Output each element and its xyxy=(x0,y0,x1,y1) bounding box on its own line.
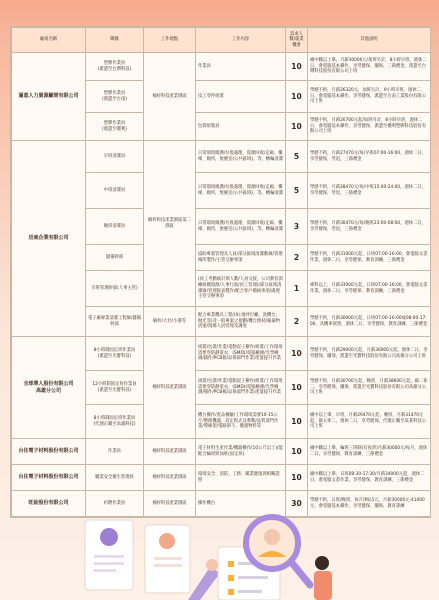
job-title: 中班清潔員 xyxy=(86,173,144,209)
company-name: 迅東企業有限公司 xyxy=(12,141,86,337)
job-content: (員工考勤統計與人數/人員交接，公司教育訓練組織資源/人事行政/員工管理)/部分區域清潔線/管理報表製作/配合客戶稽核事項/處理主管交辦事項 xyxy=(196,271,286,307)
job-title: 約聘作業員 xyxy=(86,491,144,517)
job-count: 10 xyxy=(286,113,308,141)
work-location: 楠梓科技產業園區 xyxy=(144,465,196,491)
job-title: 12小時制固定班作業員 (派遣至光寶科技) xyxy=(86,371,144,405)
job-note: 國中職以上畢，月薪30000元/加班另計，8小時早班，週休二日，會電腦基本操作，享勞健保，團保，三節禮金，派遣至台灣科技股份有限公司上班 xyxy=(308,53,431,81)
job-content: 包裝組裝員 xyxy=(196,113,286,141)
job-content: 組裝/包裝/作業/電動起子操作/組裝/工作環境需要穿防靜電衣，(SMD)/電腦檢測/光學檢測/插件/PCB板/品保部門作業/產量提升作業 xyxy=(196,371,286,405)
job-note: 專科以上，月薪33000元起，日班07:00-16:00，會電腦文書作業，週休二日，享勞健保，教育訓練，三節禮金 xyxy=(308,271,431,307)
person-icon xyxy=(314,556,332,600)
work-location: 楠梓科技產業園區第二園區 xyxy=(144,141,196,307)
work-location: 楠梓科技產業園區 xyxy=(144,337,196,439)
job-count: 5 xyxy=(286,173,308,209)
job-count: 3 xyxy=(286,209,308,245)
recruitment-illustration xyxy=(60,505,390,600)
job-note: 學歷不拘，月薪30700元起，晚班，月薪38600元起，做二休二，享勞健保，團保，派遣至光寶科技股份有限公司高雄分公司上班 xyxy=(308,371,431,405)
job-content: 電子材料生產作業/機器操作(10公斤以上)/能配合輪班與加班(固定班) xyxy=(196,439,286,465)
job-content: 機台操作/產品檢驗/工作環境需要10-15公斤/整理機器，設定程式及參數/品質部門作業/導線架/電路卸下，搬運物料等 xyxy=(196,405,286,439)
header-count: 需求人數/就業機會 xyxy=(286,28,308,53)
job-count: 10 xyxy=(286,81,308,113)
job-note: 學歷不拘，月薪27470元/每/早班07:00-16:00，週休二日，享勞健保，勞退，三節禮金 xyxy=(308,141,431,173)
work-location: 楠梓科技產業園區 xyxy=(144,53,196,141)
table-row xyxy=(12,53,431,81)
job-count: 2 xyxy=(286,245,308,271)
job-title: 塑膠作業員 (派遣至台灣科技) xyxy=(86,53,144,81)
job-count: 10 xyxy=(286,465,308,491)
job-count: 1 xyxy=(286,271,308,307)
job-count: 10 xyxy=(286,405,308,439)
company-name: 台住電子材料股份有限公司 xyxy=(12,465,86,491)
header-note: 其他說明 xyxy=(308,28,431,53)
table-row xyxy=(12,141,431,173)
header-company: 廠商名稱 xyxy=(12,28,86,53)
job-note: 學歷不拘，日班/晚班，每月津貼1元，月薪30000元-41000元，會電腦基本操作，享勞健保，團保，教育訓練 xyxy=(308,491,431,517)
job-note: 學歷不拘，月薪28470元/每/中班15:00-24:00，週休二日，享勞健保，勞退，三節禮金 xyxy=(308,173,431,209)
job-content: 協助專案管理及人員/部分區域清潔動線/管理場所製作/主管交辦事項 xyxy=(196,245,286,271)
job-note: 學歷不拘，月薪26700元起/加班另計，8小時早班，週休二日，會電腦基本操作，享勞健保，派遣至優利塑膠科技股份有限公司上班 xyxy=(308,113,431,141)
job-title: 塑膠作業員 (派遣至台南) xyxy=(86,81,144,113)
work-location: 楠梓/大社/小港等 xyxy=(144,307,196,337)
job-note: 國中職以上畢，日班08:30-17:30/月薪34000元起，週休二日，會電腦文書作業，享勞健保，教育訓練，三節禮金 xyxy=(308,465,431,491)
job-content: 配合專業機具工程/(如:地坪打蠟、洗機台、拋光等)及一般專案之規劃/機台擦拭/廢棄物清運/現場人員管理及調度 xyxy=(196,307,286,337)
company-name: 台住電子材料股份有限公司 xyxy=(12,439,86,465)
table-header-row xyxy=(12,28,431,53)
company-name: 旺詮股份有限公司 xyxy=(12,491,86,517)
job-content: 作業員 xyxy=(196,53,286,81)
job-title: 早班管理幹部(人事主管) xyxy=(86,271,144,307)
job-note: 學歷不拘，月薪29000元起，月薪36000元起，週休二日，享勞健保，團保，派遣至光寶科技股份有限公司高雄分公司上班 xyxy=(308,337,431,371)
job-title: 8小時制固定班作業員 (派遣至光寶科技) xyxy=(86,337,144,371)
job-content: 日常環境維護/垃圾處理，資源回收/走廊，樓梯，廁所，無塵室(公共區域)，等，轉輪清潔 xyxy=(196,141,286,173)
table-row xyxy=(12,465,431,491)
job-count: 10 xyxy=(286,337,308,371)
job-count: 10 xyxy=(286,371,308,405)
job-note: 學歷不拘，月薪26320元，加班另計，9小時早班，週休二日，會電腦基本操作，享勞健保，派遣至台南工業股份有限公司上班 xyxy=(308,81,431,113)
job-content: 操作機台 xyxy=(196,491,286,517)
job-title: 電子廠專業清潔工程師/儲備幹部 xyxy=(86,307,144,337)
company-name: 全球華人股份有限公司 高雄分公司 xyxy=(12,337,86,439)
header-title: 職稱 xyxy=(86,28,144,53)
job-content: 日常環境維護/垃圾處理，資源回收/走廊，樓梯，廁所，無塵室(公共區域)，等，轉輪清潔 xyxy=(196,209,286,245)
job-title: 晚班清潔員 xyxy=(86,209,144,245)
job-content: 日常環境維護/垃圾處理，資源回收/走廊，樓梯，廁所，無塵室(公共區域)，等，轉輪清潔 xyxy=(196,173,286,209)
resume-card-icon xyxy=(85,520,133,590)
job-count: 5 xyxy=(286,141,308,173)
job-title: 塑膠作業員 (派遣至優利) xyxy=(86,113,144,141)
job-count: 10 xyxy=(286,439,308,465)
job-count: 10 xyxy=(286,53,308,81)
job-title: 早班清潔員 xyxy=(86,141,144,173)
job-content: 環境安全、消防、工務、職業健康與相關證照 xyxy=(196,465,286,491)
company-name: 滿意人力資源顧問有限公司 xyxy=(12,53,86,141)
resume-card-icon xyxy=(145,525,190,593)
job-count: 30 xyxy=(286,491,308,517)
job-title: 8小時制固定班作業員 (代理正職至高雄科技) xyxy=(86,405,144,439)
work-location: 楠梓科技產業園區 xyxy=(144,439,196,465)
job-note: 國中職以上畢，輪班三班制(有夜班)月薪30000元/每月，週休二日，享勞健保，教育訓練，三節禮金 xyxy=(308,439,431,465)
table-row xyxy=(12,439,431,465)
job-content: 技工零件組裝 xyxy=(196,81,286,113)
job-count: 2 xyxy=(286,307,308,337)
table-row xyxy=(12,337,431,371)
job-note: 學歷不拘，月薪30000元起，日班07:00-16:00或08:00-17:00，具機車駕照，週休二日，享勞健保，教育訓練，三節禮金 xyxy=(308,307,431,337)
job-title: 儲備幹部 xyxy=(86,245,144,271)
job-note: 學歷不拘，月薪30470元/每/晚班23:00-08:00，週休二日，享勞健保，勞退，三節禮金 xyxy=(308,209,431,245)
job-title: 職業安全衛生管理員 xyxy=(86,465,144,491)
header-location: 工作地點 xyxy=(144,28,196,53)
job-listing-table xyxy=(10,26,431,518)
job-note: 國中以上畢，早班，月薪29470元起，晚班，月薪31470元起，做五休二，週休二日，享勞健保，代徵正職至某某科技公司上班 xyxy=(308,405,431,439)
pointing-hand-icon xyxy=(188,559,220,600)
job-content: 組裝/包裝/作業/電動起子操作/組裝/工作環境需要穿防靜電衣，(SMD)/電腦檢測/光學檢測/插件/PCB板/品保部門作業/產量提升作業 xyxy=(196,337,286,371)
job-title: 作業員 xyxy=(86,439,144,465)
job-note: 學歷不拘，月薪31000元起，日班07:00-16:00，會電腦文書作業，週休二日，享勞健保，教育訓練，三節禮金 xyxy=(308,245,431,271)
work-location: 楠梓科技產業園區 xyxy=(144,491,196,517)
header-content: 工作內容 xyxy=(196,28,286,53)
